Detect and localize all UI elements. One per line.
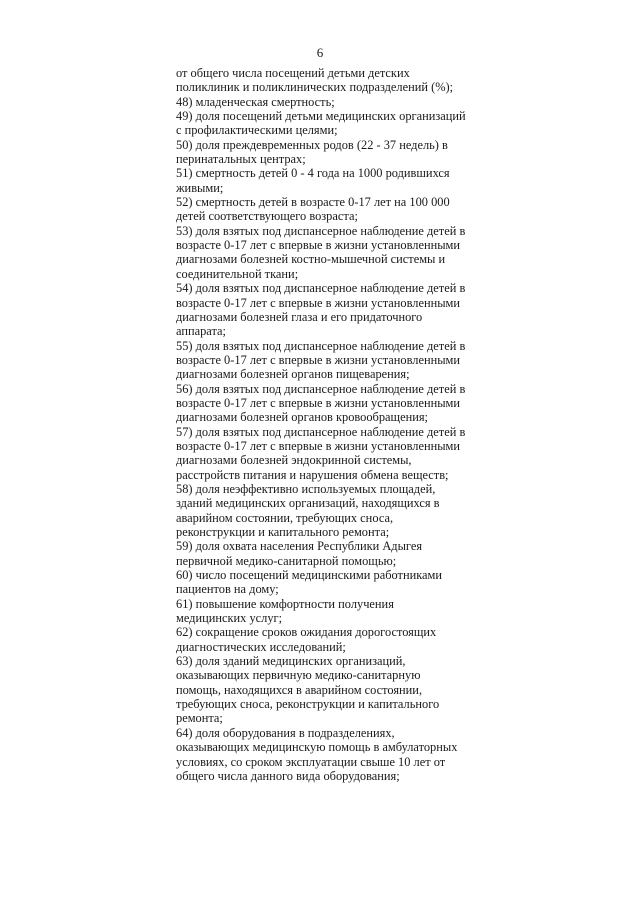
text-line: ремонта; bbox=[176, 711, 223, 726]
text-line: перинатальных центрах; bbox=[176, 152, 306, 167]
text-line: 51) смертность детей 0 - 4 года на 1000 родившихся bbox=[176, 166, 450, 181]
text-line: расстройств питания и нарушения обмена веществ; bbox=[176, 467, 449, 482]
text-line: первичной медико-санитарной помощью; bbox=[176, 553, 397, 568]
text-line: 52) смертность детей в возрасте 0-17 лет на 100 000 bbox=[176, 195, 450, 210]
text-line: поликлиник и поликлинических подразделений (%); bbox=[176, 80, 454, 95]
text-line: 58) доля неэффективно используемых площадей, bbox=[176, 481, 436, 496]
document-body bbox=[176, 66, 496, 783]
text-line: оказывающих первичную медико-санитарную bbox=[176, 668, 421, 683]
text-line: 56) доля взятых под диспансерное наблюдение детей в bbox=[176, 381, 466, 396]
text-line: возрасте 0-17 лет с впервые в жизни установленными bbox=[176, 395, 461, 410]
text-line: пациентов на дому; bbox=[176, 582, 279, 597]
text-line: аварийном состоянии, требующих сноса, bbox=[176, 510, 394, 525]
text-line: диагностических исследований; bbox=[176, 639, 346, 654]
text-line: живыми; bbox=[176, 180, 224, 195]
text-line: условиях, со сроком эксплуатации свыше 10 лет от bbox=[176, 754, 446, 769]
text-line: возрасте 0-17 лет с впервые в жизни установленными bbox=[176, 238, 461, 253]
text-line: возрасте 0-17 лет с впервые в жизни установленными bbox=[176, 352, 461, 367]
text-line: детей соответствующего возраста; bbox=[176, 209, 358, 224]
text-line: диагнозами болезней глаза и его придаточного bbox=[176, 309, 423, 324]
text-line: 64) доля оборудования в подразделениях, bbox=[176, 725, 395, 740]
text-line: 61) повышение комфортности получения bbox=[176, 596, 394, 611]
page-number: 6 bbox=[316, 45, 324, 60]
text-line: общего числа данного вида оборудования; bbox=[176, 768, 400, 783]
text-line: 59) доля охвата населения Республики Адыгея bbox=[176, 539, 423, 554]
text-line: с профилактическими целями; bbox=[176, 123, 338, 138]
text-line: 63) доля зданий медицинских организаций, bbox=[176, 654, 406, 669]
text-line: 62) сокращение сроков ожидания дорогостоящих bbox=[176, 625, 437, 640]
text-line: оказывающих медицинскую помощь в амбулаторных bbox=[176, 740, 458, 755]
text-line: возрасте 0-17 лет с впервые в жизни установленными bbox=[176, 438, 461, 453]
text-line: диагнозами болезней органов пищеварения; bbox=[176, 367, 410, 382]
text-line: 48) младенческая смертность; bbox=[176, 94, 335, 109]
text-line: аппарата; bbox=[176, 324, 226, 339]
text-line: возрасте 0-17 лет с впервые в жизни установленными bbox=[176, 295, 461, 310]
text-line: диагнозами болезней эндокринной системы, bbox=[176, 453, 412, 468]
text-line: помощь, находящихся в аварийном состоянии, bbox=[176, 682, 423, 697]
text-line: 53) доля взятых под диспансерное наблюдение детей в bbox=[176, 223, 466, 238]
text-line: диагнозами болезней органов кровообращения; bbox=[176, 410, 428, 425]
text-line: диагнозами болезней костно-мышечной системы и bbox=[176, 252, 446, 267]
text-line: 57) доля взятых под диспансерное наблюдение детей в bbox=[176, 424, 466, 439]
text-line: медицинских услуг; bbox=[176, 611, 283, 626]
text-line: соединительной ткани; bbox=[176, 266, 299, 281]
text-line: 50) доля преждевременных родов (22 - 37 недель) в bbox=[176, 137, 448, 152]
text-line: требующих сноса, реконструкции и капитального bbox=[176, 697, 440, 712]
text-line: 49) доля посещений детьми медицинских организаций bbox=[176, 109, 466, 124]
text-line: 54) доля взятых под диспансерное наблюдение детей в bbox=[176, 281, 466, 296]
text-line: 60) число посещений медицинскими работниками bbox=[176, 568, 443, 583]
text-line: от общего числа посещений детьми детских bbox=[176, 66, 410, 80]
text-line: реконструкции и капитального ремонта; bbox=[176, 525, 390, 539]
text-line: зданий медицинских организаций, находящихся в bbox=[176, 496, 440, 511]
text-line: 55) доля взятых под диспансерное наблюдение детей в bbox=[176, 338, 466, 353]
